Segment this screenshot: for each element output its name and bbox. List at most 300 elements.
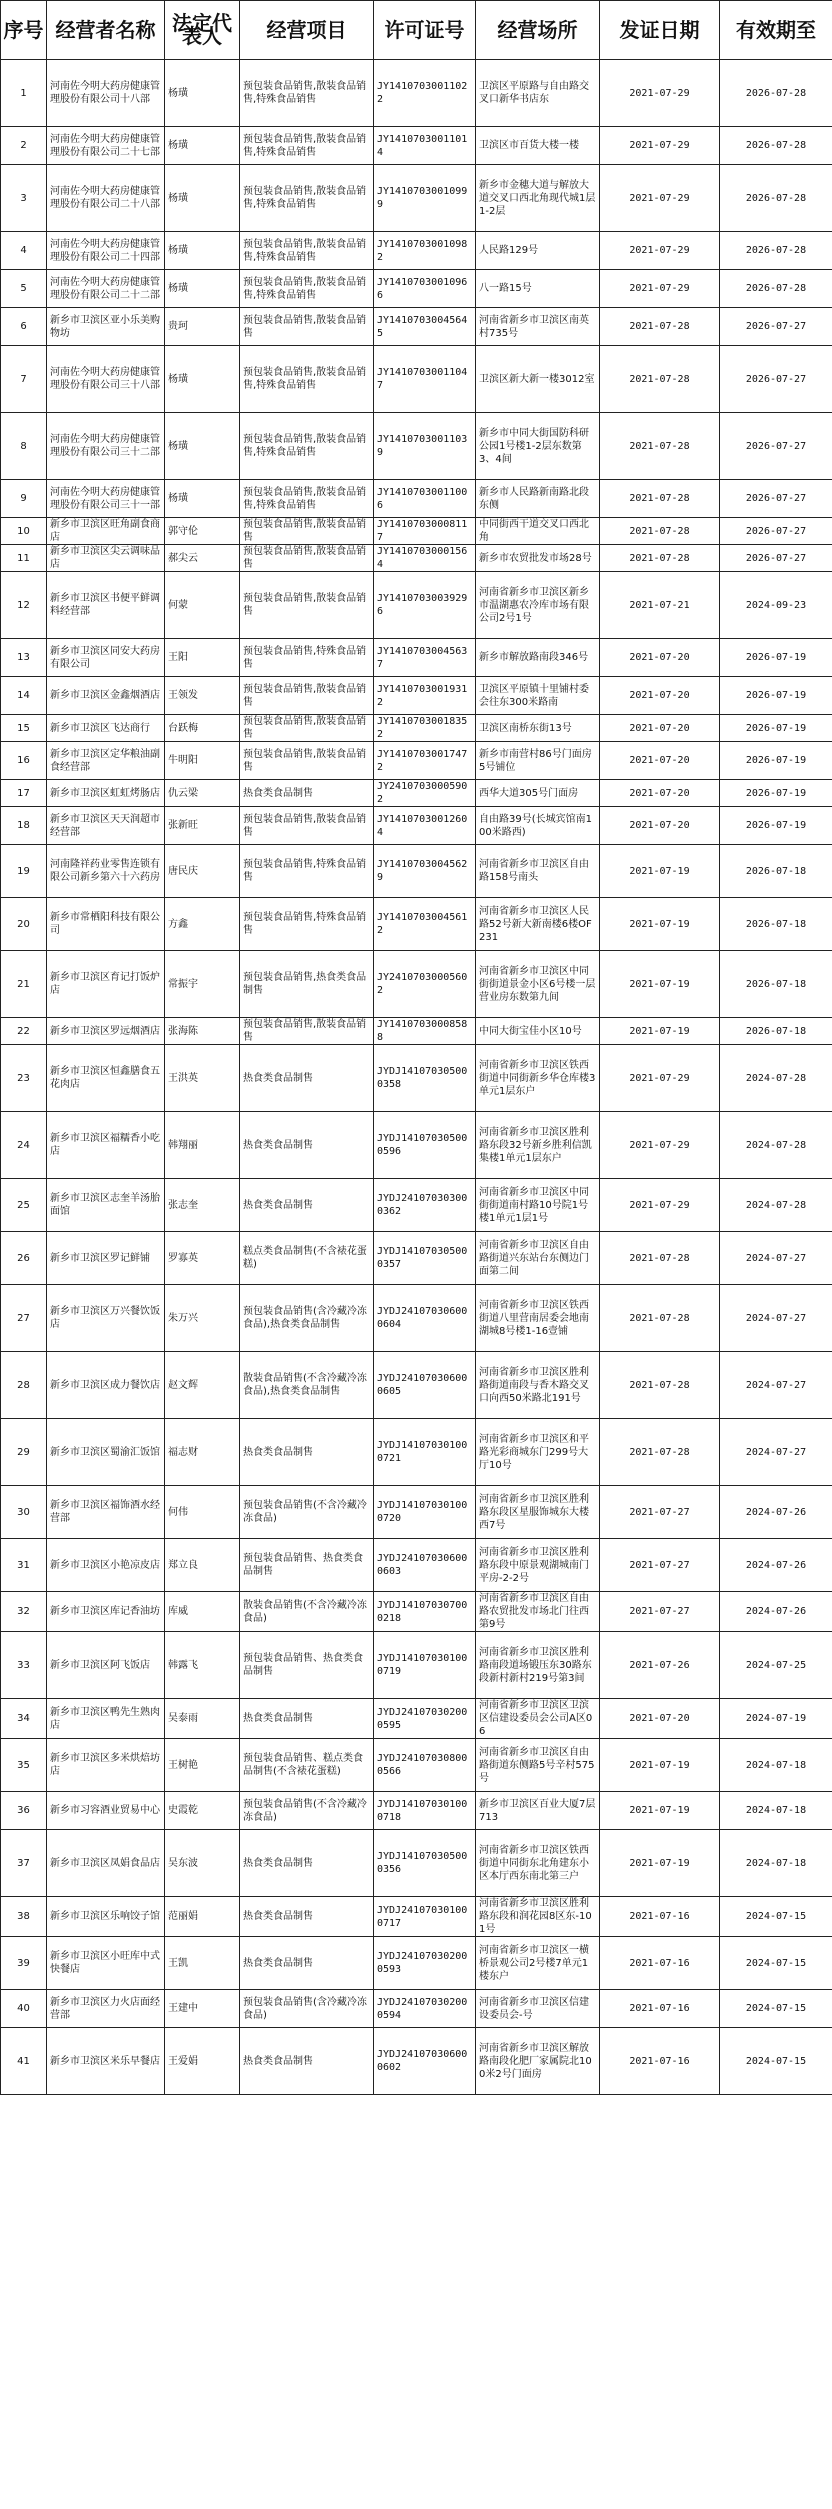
cell-legal-rep: 贵珂 bbox=[165, 308, 240, 346]
cell-expiry-date: 2024-07-27 bbox=[720, 1352, 832, 1419]
cell-license-no: JYDJ241070306000602 bbox=[374, 2028, 476, 2095]
cell-license-no: JYDJ241070306000605 bbox=[374, 1352, 476, 1419]
table-row bbox=[1, 1419, 832, 1486]
cell-operator-name: 新乡市卫滨区亚小乐美购物坊 bbox=[47, 308, 165, 346]
cell-expiry-date: 2024-07-27 bbox=[720, 1232, 832, 1285]
cell-legal-rep: 王阳 bbox=[165, 639, 240, 677]
cell-legal-rep: 台跃梅 bbox=[165, 715, 240, 742]
cell-expiry-date: 2026-07-28 bbox=[720, 270, 832, 308]
cell-license-no: JYDJ141070305000358 bbox=[374, 1045, 476, 1112]
cell-business-scope: 预包装食品销售,散装食品销售 bbox=[240, 807, 374, 845]
cell-expiry-date: 2024-07-18 bbox=[720, 1792, 832, 1830]
cell-legal-rep: 杨璜 bbox=[165, 127, 240, 165]
cell-operator-name: 新乡市卫滨区虹虹烤肠店 bbox=[47, 780, 165, 807]
cell-address: 新乡市农贸批发市场28号 bbox=[476, 545, 600, 572]
cell-address: 新乡市南营村86号门面房5号铺位 bbox=[476, 742, 600, 780]
cell-issue-date: 2021-07-21 bbox=[600, 572, 720, 639]
table-row bbox=[1, 1112, 832, 1179]
cell-issue-date: 2021-07-29 bbox=[600, 127, 720, 165]
cell-license-no: JYDJ141070305000596 bbox=[374, 1112, 476, 1179]
cell-legal-rep: 郝尖云 bbox=[165, 545, 240, 572]
cell-index: 30 bbox=[1, 1486, 47, 1539]
cell-license-no: JYDJ241070306000604 bbox=[374, 1285, 476, 1352]
cell-issue-date: 2021-07-29 bbox=[600, 1045, 720, 1112]
cell-operator-name: 新乡市卫滨区书便平鲜调料经营部 bbox=[47, 572, 165, 639]
cell-index: 22 bbox=[1, 1018, 47, 1045]
cell-legal-rep: 杨璜 bbox=[165, 413, 240, 480]
cell-address: 八一路15号 bbox=[476, 270, 600, 308]
cell-expiry-date: 2024-07-28 bbox=[720, 1112, 832, 1179]
cell-address: 卫滨区南桥东街13号 bbox=[476, 715, 600, 742]
table-row bbox=[1, 1897, 832, 1937]
cell-index: 38 bbox=[1, 1897, 47, 1937]
cell-issue-date: 2021-07-27 bbox=[600, 1592, 720, 1632]
cell-business-scope: 预包装食品销售(含冷藏冷冻食品),热食类食品制售 bbox=[240, 1285, 374, 1352]
cell-business-scope: 热食类食品制售 bbox=[240, 1112, 374, 1179]
cell-issue-date: 2021-07-19 bbox=[600, 1739, 720, 1792]
cell-expiry-date: 2026-07-27 bbox=[720, 545, 832, 572]
header-business-scope: 经营项目 bbox=[240, 1, 374, 60]
cell-expiry-date: 2024-07-26 bbox=[720, 1486, 832, 1539]
cell-issue-date: 2021-07-16 bbox=[600, 2028, 720, 2095]
cell-index: 6 bbox=[1, 308, 47, 346]
cell-license-no: JY14107030039296 bbox=[374, 572, 476, 639]
cell-address: 河南省新乡市卫滨区铁西街道中同街东北角建东小区本厅西东南北第三户 bbox=[476, 1830, 600, 1897]
cell-business-scope: 预包装食品销售,散装食品销售 bbox=[240, 677, 374, 715]
cell-expiry-date: 2024-07-15 bbox=[720, 1897, 832, 1937]
cell-license-no: JYDJ241070301000717 bbox=[374, 1897, 476, 1937]
cell-expiry-date: 2024-07-15 bbox=[720, 2028, 832, 2095]
cell-expiry-date: 2026-07-19 bbox=[720, 742, 832, 780]
cell-expiry-date: 2026-07-27 bbox=[720, 308, 832, 346]
cell-operator-name: 新乡市卫滨区成力餐饮店 bbox=[47, 1352, 165, 1419]
table-row bbox=[1, 1739, 832, 1792]
cell-legal-rep: 韩翔丽 bbox=[165, 1112, 240, 1179]
cell-address: 河南省新乡市卫滨区卫滨区信建设委员会公司A区06 bbox=[476, 1699, 600, 1739]
cell-legal-rep: 张海陈 bbox=[165, 1018, 240, 1045]
cell-legal-rep: 杨璜 bbox=[165, 270, 240, 308]
header-issue-date: 发证日期 bbox=[600, 1, 720, 60]
cell-issue-date: 2021-07-20 bbox=[600, 780, 720, 807]
cell-business-scope: 预包装食品销售,特殊食品销售 bbox=[240, 898, 374, 951]
cell-index: 7 bbox=[1, 346, 47, 413]
cell-legal-rep: 韩露飞 bbox=[165, 1632, 240, 1699]
cell-index: 19 bbox=[1, 845, 47, 898]
cell-business-scope: 预包装食品销售,散装食品销售 bbox=[240, 308, 374, 346]
cell-operator-name: 新乡市卫滨区力火店面经营部 bbox=[47, 1990, 165, 2028]
cell-license-no: JY14107030045645 bbox=[374, 308, 476, 346]
cell-legal-rep: 唐民庆 bbox=[165, 845, 240, 898]
cell-legal-rep: 王建中 bbox=[165, 1990, 240, 2028]
cell-address: 人民路129号 bbox=[476, 232, 600, 270]
cell-license-no: JYDJ141070305000356 bbox=[374, 1830, 476, 1897]
cell-address: 新乡市中同大街国防科研公园1号楼1-2层东数第3、4间 bbox=[476, 413, 600, 480]
cell-legal-rep: 福志财 bbox=[165, 1419, 240, 1486]
cell-license-no: JY24107030005602 bbox=[374, 951, 476, 1018]
cell-index: 41 bbox=[1, 2028, 47, 2095]
cell-address: 卫滨区市百货大楼一楼 bbox=[476, 127, 600, 165]
table-row bbox=[1, 1045, 832, 1112]
cell-operator-name: 新乡市卫滨区万兴餐饮饭店 bbox=[47, 1285, 165, 1352]
cell-expiry-date: 2026-07-18 bbox=[720, 898, 832, 951]
cell-expiry-date: 2024-07-27 bbox=[720, 1285, 832, 1352]
cell-index: 31 bbox=[1, 1539, 47, 1592]
cell-operator-name: 新乡市卫滨区蜀渝汇饭馆 bbox=[47, 1419, 165, 1486]
cell-license-no: JYDJ241070302000595 bbox=[374, 1699, 476, 1739]
cell-operator-name: 新乡市卫滨区鸭先生熟肉店 bbox=[47, 1699, 165, 1739]
cell-address: 河南省新乡市卫滨区铁西街道中同街新乡华仓库楼3单元1层东户 bbox=[476, 1045, 600, 1112]
cell-operator-name: 河南佐今明大药房健康管理股份有限公司三十二部 bbox=[47, 413, 165, 480]
cell-issue-date: 2021-07-19 bbox=[600, 1018, 720, 1045]
cell-address: 河南省新乡市卫滨区胜利路东段中原景观湖城南门平房-2-2号 bbox=[476, 1539, 600, 1592]
cell-license-no: JY14107030011047 bbox=[374, 346, 476, 413]
table-row bbox=[1, 1232, 832, 1285]
cell-business-scope: 预包装食品销售,散装食品销售,特殊食品销售 bbox=[240, 270, 374, 308]
cell-expiry-date: 2024-07-26 bbox=[720, 1592, 832, 1632]
table-row bbox=[1, 780, 832, 807]
cell-operator-name: 新乡市卫滨区罗远烟酒店 bbox=[47, 1018, 165, 1045]
cell-expiry-date: 2026-07-28 bbox=[720, 60, 832, 127]
cell-legal-rep: 杨璜 bbox=[165, 165, 240, 232]
cell-license-no: JY14107030045612 bbox=[374, 898, 476, 951]
cell-issue-date: 2021-07-29 bbox=[600, 165, 720, 232]
cell-license-no: JY14107030010966 bbox=[374, 270, 476, 308]
table-row bbox=[1, 951, 832, 1018]
cell-issue-date: 2021-07-29 bbox=[600, 1179, 720, 1232]
cell-issue-date: 2021-07-28 bbox=[600, 1352, 720, 1419]
cell-issue-date: 2021-07-29 bbox=[600, 270, 720, 308]
cell-address: 河南省新乡市卫滨区中同街街道景金小区6号楼一层营业房东数第九间 bbox=[476, 951, 600, 1018]
cell-legal-rep: 库威 bbox=[165, 1592, 240, 1632]
cell-legal-rep: 何蒙 bbox=[165, 572, 240, 639]
cell-operator-name: 新乡市卫滨区育记打饭炉店 bbox=[47, 951, 165, 1018]
cell-address: 新乡市解放路南段346号 bbox=[476, 639, 600, 677]
table-row bbox=[1, 518, 832, 545]
cell-address: 河南省新乡市卫滨区胜利路东段和润花园8区东-101号 bbox=[476, 1897, 600, 1937]
cell-expiry-date: 2026-07-27 bbox=[720, 413, 832, 480]
cell-index: 11 bbox=[1, 545, 47, 572]
header-expiry-date: 有效期至 bbox=[720, 1, 832, 60]
cell-business-scope: 预包装食品销售,散装食品销售 bbox=[240, 518, 374, 545]
table-row bbox=[1, 60, 832, 127]
cell-license-no: JYDJ141070301000720 bbox=[374, 1486, 476, 1539]
cell-operator-name: 新乡市卫滨区多米烘焙坊店 bbox=[47, 1739, 165, 1792]
cell-expiry-date: 2024-09-23 bbox=[720, 572, 832, 639]
cell-issue-date: 2021-07-28 bbox=[600, 1419, 720, 1486]
cell-expiry-date: 2026-07-19 bbox=[720, 780, 832, 807]
cell-expiry-date: 2024-07-18 bbox=[720, 1739, 832, 1792]
cell-issue-date: 2021-07-20 bbox=[600, 807, 720, 845]
cell-address: 河南省新乡市卫滨区自由路158号南头 bbox=[476, 845, 600, 898]
table-row bbox=[1, 308, 832, 346]
cell-operator-name: 河南佐今明大药房健康管理股份有限公司二十四部 bbox=[47, 232, 165, 270]
table-row bbox=[1, 1990, 832, 2028]
cell-license-no: JYDJ241070306000603 bbox=[374, 1539, 476, 1592]
cell-issue-date: 2021-07-20 bbox=[600, 677, 720, 715]
header-index: 序号 bbox=[1, 1, 47, 60]
cell-operator-name: 新乡市卫滨区福饰酒水经营部 bbox=[47, 1486, 165, 1539]
cell-business-scope: 预包装食品销售,散装食品销售,特殊食品销售 bbox=[240, 413, 374, 480]
table-row bbox=[1, 742, 832, 780]
cell-operator-name: 新乡市卫滨区库记香油坊 bbox=[47, 1592, 165, 1632]
cell-index: 5 bbox=[1, 270, 47, 308]
cell-index: 39 bbox=[1, 1937, 47, 1990]
cell-operator-name: 新乡市卫滨区凤娟食品店 bbox=[47, 1830, 165, 1897]
cell-operator-name: 河南佐今明大药房健康管理股份有限公司三十八部 bbox=[47, 346, 165, 413]
cell-license-no: JY14107030018352 bbox=[374, 715, 476, 742]
cell-address: 河南省新乡市卫滨区自由路街道兴东站台东侧边门面第二间 bbox=[476, 1232, 600, 1285]
cell-index: 26 bbox=[1, 1232, 47, 1285]
cell-operator-name: 新乡市卫滨区乐响饺子馆 bbox=[47, 1897, 165, 1937]
cell-index: 27 bbox=[1, 1285, 47, 1352]
cell-operator-name: 新乡市卫滨区定华粮油副食经营部 bbox=[47, 742, 165, 780]
cell-business-scope: 热食类食品制售 bbox=[240, 1830, 374, 1897]
cell-business-scope: 预包装食品销售,散装食品销售,特殊食品销售 bbox=[240, 480, 374, 518]
table-row bbox=[1, 270, 832, 308]
cell-issue-date: 2021-07-29 bbox=[600, 232, 720, 270]
cell-legal-rep: 王洪英 bbox=[165, 1045, 240, 1112]
cell-business-scope: 预包装食品销售,散装食品销售,特殊食品销售 bbox=[240, 346, 374, 413]
cell-business-scope: 热食类食品制售 bbox=[240, 780, 374, 807]
cell-legal-rep: 张志奎 bbox=[165, 1179, 240, 1232]
table-row bbox=[1, 677, 832, 715]
cell-license-no: JY14107030001564 bbox=[374, 545, 476, 572]
cell-business-scope: 热食类食品制售 bbox=[240, 1419, 374, 1486]
cell-license-no: JY14107030011006 bbox=[374, 480, 476, 518]
cell-address: 河南省新乡市卫滨区胜利路东段32号新乡胜利信凯集楼1单元1层东户 bbox=[476, 1112, 600, 1179]
cell-legal-rep: 杨璜 bbox=[165, 60, 240, 127]
cell-license-no: JY14107030011014 bbox=[374, 127, 476, 165]
cell-index: 24 bbox=[1, 1112, 47, 1179]
table-row bbox=[1, 165, 832, 232]
cell-index: 32 bbox=[1, 1592, 47, 1632]
cell-legal-rep: 王凯 bbox=[165, 1937, 240, 1990]
cell-issue-date: 2021-07-27 bbox=[600, 1539, 720, 1592]
cell-business-scope: 散装食品销售(不含冷藏冷冻食品),热食类食品制售 bbox=[240, 1352, 374, 1419]
cell-expiry-date: 2026-07-27 bbox=[720, 480, 832, 518]
cell-index: 23 bbox=[1, 1045, 47, 1112]
cell-index: 1 bbox=[1, 60, 47, 127]
cell-expiry-date: 2024-07-15 bbox=[720, 1937, 832, 1990]
cell-operator-name: 河南佐今明大药房健康管理股份有限公司十八部 bbox=[47, 60, 165, 127]
cell-index: 28 bbox=[1, 1352, 47, 1419]
cell-address: 河南省新乡市卫滨区胜利路南段道场锻压东30路东段新村新村219号第3间 bbox=[476, 1632, 600, 1699]
cell-index: 17 bbox=[1, 780, 47, 807]
table-row bbox=[1, 413, 832, 480]
cell-index: 18 bbox=[1, 807, 47, 845]
cell-business-scope: 预包装食品销售(含冷藏冷冻食品) bbox=[240, 1990, 374, 2028]
cell-business-scope: 预包装食品销售(不含冷藏冷冻食品) bbox=[240, 1792, 374, 1830]
cell-operator-name: 新乡市常栖阳科技有限公司 bbox=[47, 898, 165, 951]
cell-index: 36 bbox=[1, 1792, 47, 1830]
cell-legal-rep: 史霞乾 bbox=[165, 1792, 240, 1830]
cell-license-no: JY14107030011022 bbox=[374, 60, 476, 127]
cell-business-scope: 预包装食品销售,热食类食品制售 bbox=[240, 951, 374, 1018]
cell-business-scope: 预包装食品销售、热食类食品制售 bbox=[240, 1539, 374, 1592]
cell-address: 河南省新乡市卫滨区胜利路东段区星服饰城东大楼西7号 bbox=[476, 1486, 600, 1539]
cell-expiry-date: 2026-07-19 bbox=[720, 639, 832, 677]
cell-operator-name: 新乡市卫滨区同安大药房有限公司 bbox=[47, 639, 165, 677]
cell-license-no: JY24107030005902 bbox=[374, 780, 476, 807]
cell-legal-rep: 牛明阳 bbox=[165, 742, 240, 780]
cell-business-scope: 预包装食品销售,特殊食品销售 bbox=[240, 845, 374, 898]
cell-issue-date: 2021-07-27 bbox=[600, 1486, 720, 1539]
cell-issue-date: 2021-07-28 bbox=[600, 480, 720, 518]
cell-operator-name: 新乡市卫滨区天天润超市经营部 bbox=[47, 807, 165, 845]
cell-issue-date: 2021-07-20 bbox=[600, 1699, 720, 1739]
cell-address: 卫滨区平原镇十里铺村委会往东300米路南 bbox=[476, 677, 600, 715]
cell-legal-rep: 王领发 bbox=[165, 677, 240, 715]
header-legal-rep: 法定代表人 bbox=[165, 1, 240, 60]
table-row bbox=[1, 346, 832, 413]
table-row bbox=[1, 845, 832, 898]
cell-issue-date: 2021-07-19 bbox=[600, 1792, 720, 1830]
cell-address: 河南省新乡市卫滨区自由路街道东侧路5号辛村575号 bbox=[476, 1739, 600, 1792]
cell-address: 中同大街宝佳小区10号 bbox=[476, 1018, 600, 1045]
cell-address: 河南省新乡市卫滨区一横桥景观公司2号楼7单元1楼东户 bbox=[476, 1937, 600, 1990]
cell-expiry-date: 2024-07-26 bbox=[720, 1539, 832, 1592]
cell-business-scope: 热食类食品制售 bbox=[240, 1897, 374, 1937]
cell-expiry-date: 2026-07-28 bbox=[720, 165, 832, 232]
table-row bbox=[1, 232, 832, 270]
cell-license-no: JYDJ241070302000593 bbox=[374, 1937, 476, 1990]
cell-operator-name: 新乡市卫滨区志奎羊汤胎面馆 bbox=[47, 1179, 165, 1232]
cell-index: 9 bbox=[1, 480, 47, 518]
cell-operator-name: 新乡市卫滨区福糯香小吃店 bbox=[47, 1112, 165, 1179]
cell-issue-date: 2021-07-29 bbox=[600, 1112, 720, 1179]
cell-issue-date: 2021-07-28 bbox=[600, 1285, 720, 1352]
cell-address: 中同街西干道交叉口西北角 bbox=[476, 518, 600, 545]
cell-license-no: JYDJ241070308000566 bbox=[374, 1739, 476, 1792]
cell-address: 河南省新乡市卫滨区新乡市温湖惠农冷库市场有限公司2号1号 bbox=[476, 572, 600, 639]
cell-business-scope: 散装食品销售(不含冷藏冷冻食品) bbox=[240, 1592, 374, 1632]
cell-operator-name: 新乡市卫滨区阿飞饭店 bbox=[47, 1632, 165, 1699]
cell-issue-date: 2021-07-20 bbox=[600, 639, 720, 677]
cell-license-no: JYDJ241070303000362 bbox=[374, 1179, 476, 1232]
table-row bbox=[1, 715, 832, 742]
cell-business-scope: 预包装食品销售,散装食品销售 bbox=[240, 1018, 374, 1045]
cell-address: 西华大道305号门面房 bbox=[476, 780, 600, 807]
cell-legal-rep: 朱万兴 bbox=[165, 1285, 240, 1352]
cell-index: 25 bbox=[1, 1179, 47, 1232]
cell-issue-date: 2021-07-19 bbox=[600, 898, 720, 951]
cell-business-scope: 预包装食品销售、糕点类食品制售(不含裱花蛋糕) bbox=[240, 1739, 374, 1792]
cell-address: 河南省新乡市卫滨区胜利路街道南段与香木路交叉口向西50米路北191号 bbox=[476, 1352, 600, 1419]
cell-index: 2 bbox=[1, 127, 47, 165]
cell-business-scope: 热食类食品制售 bbox=[240, 1179, 374, 1232]
cell-issue-date: 2021-07-28 bbox=[600, 346, 720, 413]
cell-index: 15 bbox=[1, 715, 47, 742]
cell-index: 34 bbox=[1, 1699, 47, 1739]
cell-license-no: JY14107030010999 bbox=[374, 165, 476, 232]
cell-legal-rep: 吴东波 bbox=[165, 1830, 240, 1897]
cell-license-no: JY14107030045637 bbox=[374, 639, 476, 677]
cell-operator-name: 河南佐今明大药房健康管理股份有限公司二十二部 bbox=[47, 270, 165, 308]
cell-legal-rep: 范丽娟 bbox=[165, 1897, 240, 1937]
cell-expiry-date: 2024-07-19 bbox=[720, 1699, 832, 1739]
cell-license-no: JY14107030045629 bbox=[374, 845, 476, 898]
cell-legal-rep: 何伟 bbox=[165, 1486, 240, 1539]
cell-business-scope: 预包装食品销售,散装食品销售 bbox=[240, 545, 374, 572]
table-body bbox=[1, 60, 832, 2095]
cell-index: 4 bbox=[1, 232, 47, 270]
cell-issue-date: 2021-07-28 bbox=[600, 1232, 720, 1285]
cell-issue-date: 2021-07-28 bbox=[600, 308, 720, 346]
cell-business-scope: 预包装食品销售,散装食品销售,特殊食品销售 bbox=[240, 60, 374, 127]
cell-expiry-date: 2026-07-18 bbox=[720, 845, 832, 898]
cell-license-no: JYDJ141070301000718 bbox=[374, 1792, 476, 1830]
cell-operator-name: 新乡市卫滨区恒鑫膳食五花肉店 bbox=[47, 1045, 165, 1112]
cell-index: 33 bbox=[1, 1632, 47, 1699]
cell-expiry-date: 2024-07-15 bbox=[720, 1990, 832, 2028]
cell-legal-rep: 杨璜 bbox=[165, 232, 240, 270]
cell-operator-name: 新乡市卫滨区罗记鲜铺 bbox=[47, 1232, 165, 1285]
cell-address: 卫滨区新大新一楼3012室 bbox=[476, 346, 600, 413]
cell-operator-name: 河南佐今明大药房健康管理股份有限公司二十七部 bbox=[47, 127, 165, 165]
cell-business-scope: 预包装食品销售,散装食品销售 bbox=[240, 715, 374, 742]
cell-operator-name: 新乡市卫滨区尖云调味品店 bbox=[47, 545, 165, 572]
cell-index: 8 bbox=[1, 413, 47, 480]
cell-operator-name: 河南佐今明大药房健康管理股份有限公司三十一部 bbox=[47, 480, 165, 518]
cell-legal-rep: 杨璜 bbox=[165, 346, 240, 413]
cell-index: 12 bbox=[1, 572, 47, 639]
table-row bbox=[1, 1018, 832, 1045]
cell-expiry-date: 2024-07-27 bbox=[720, 1419, 832, 1486]
cell-license-no: JY14107030011039 bbox=[374, 413, 476, 480]
cell-address: 河南省新乡市卫滨区中同街街道南村路10号院1号楼1单元1层1号 bbox=[476, 1179, 600, 1232]
header-license-no: 许可证号 bbox=[374, 1, 476, 60]
cell-expiry-date: 2024-07-28 bbox=[720, 1179, 832, 1232]
table-row bbox=[1, 1285, 832, 1352]
cell-business-scope: 糕点类食品制售(不含裱花蛋糕) bbox=[240, 1232, 374, 1285]
cell-license-no: JY14107030012604 bbox=[374, 807, 476, 845]
cell-address: 河南省新乡市卫滨区自由路农贸批发市场北门往西第9号 bbox=[476, 1592, 600, 1632]
cell-expiry-date: 2026-07-27 bbox=[720, 346, 832, 413]
cell-operator-name: 新乡市卫滨区米乐早餐店 bbox=[47, 2028, 165, 2095]
table-row bbox=[1, 807, 832, 845]
cell-address: 自由路39号(长城宾馆南100米路西) bbox=[476, 807, 600, 845]
cell-operator-name: 河南佐今明大药房健康管理股份有限公司二十八部 bbox=[47, 165, 165, 232]
cell-business-scope: 热食类食品制售 bbox=[240, 1045, 374, 1112]
cell-license-no: JY14107030017472 bbox=[374, 742, 476, 780]
table-row bbox=[1, 2028, 832, 2095]
table-row bbox=[1, 572, 832, 639]
cell-address: 新乡市人民路新南路北段东侧 bbox=[476, 480, 600, 518]
cell-license-no: JYDJ141070301000719 bbox=[374, 1632, 476, 1699]
cell-expiry-date: 2024-07-28 bbox=[720, 1045, 832, 1112]
cell-issue-date: 2021-07-19 bbox=[600, 951, 720, 1018]
cell-index: 20 bbox=[1, 898, 47, 951]
cell-expiry-date: 2026-07-28 bbox=[720, 127, 832, 165]
cell-business-scope: 预包装食品销售、热食类食品制售 bbox=[240, 1632, 374, 1699]
cell-expiry-date: 2026-07-19 bbox=[720, 807, 832, 845]
header-row bbox=[1, 1, 832, 60]
cell-issue-date: 2021-07-16 bbox=[600, 1897, 720, 1937]
cell-index: 16 bbox=[1, 742, 47, 780]
header-operator-name: 经营者名称 bbox=[47, 1, 165, 60]
cell-legal-rep: 常振宇 bbox=[165, 951, 240, 1018]
table-row bbox=[1, 1699, 832, 1739]
cell-business-scope: 热食类食品制售 bbox=[240, 1699, 374, 1739]
cell-issue-date: 2021-07-20 bbox=[600, 715, 720, 742]
cell-issue-date: 2021-07-26 bbox=[600, 1632, 720, 1699]
cell-address: 新乡市卫滨区百业大厦7层713 bbox=[476, 1792, 600, 1830]
cell-issue-date: 2021-07-28 bbox=[600, 545, 720, 572]
cell-issue-date: 2021-07-20 bbox=[600, 742, 720, 780]
cell-legal-rep: 仇云梁 bbox=[165, 780, 240, 807]
table-row bbox=[1, 1179, 832, 1232]
cell-address: 河南省新乡市卫滨区和平路光彩商城东门299号大厅10号 bbox=[476, 1419, 600, 1486]
